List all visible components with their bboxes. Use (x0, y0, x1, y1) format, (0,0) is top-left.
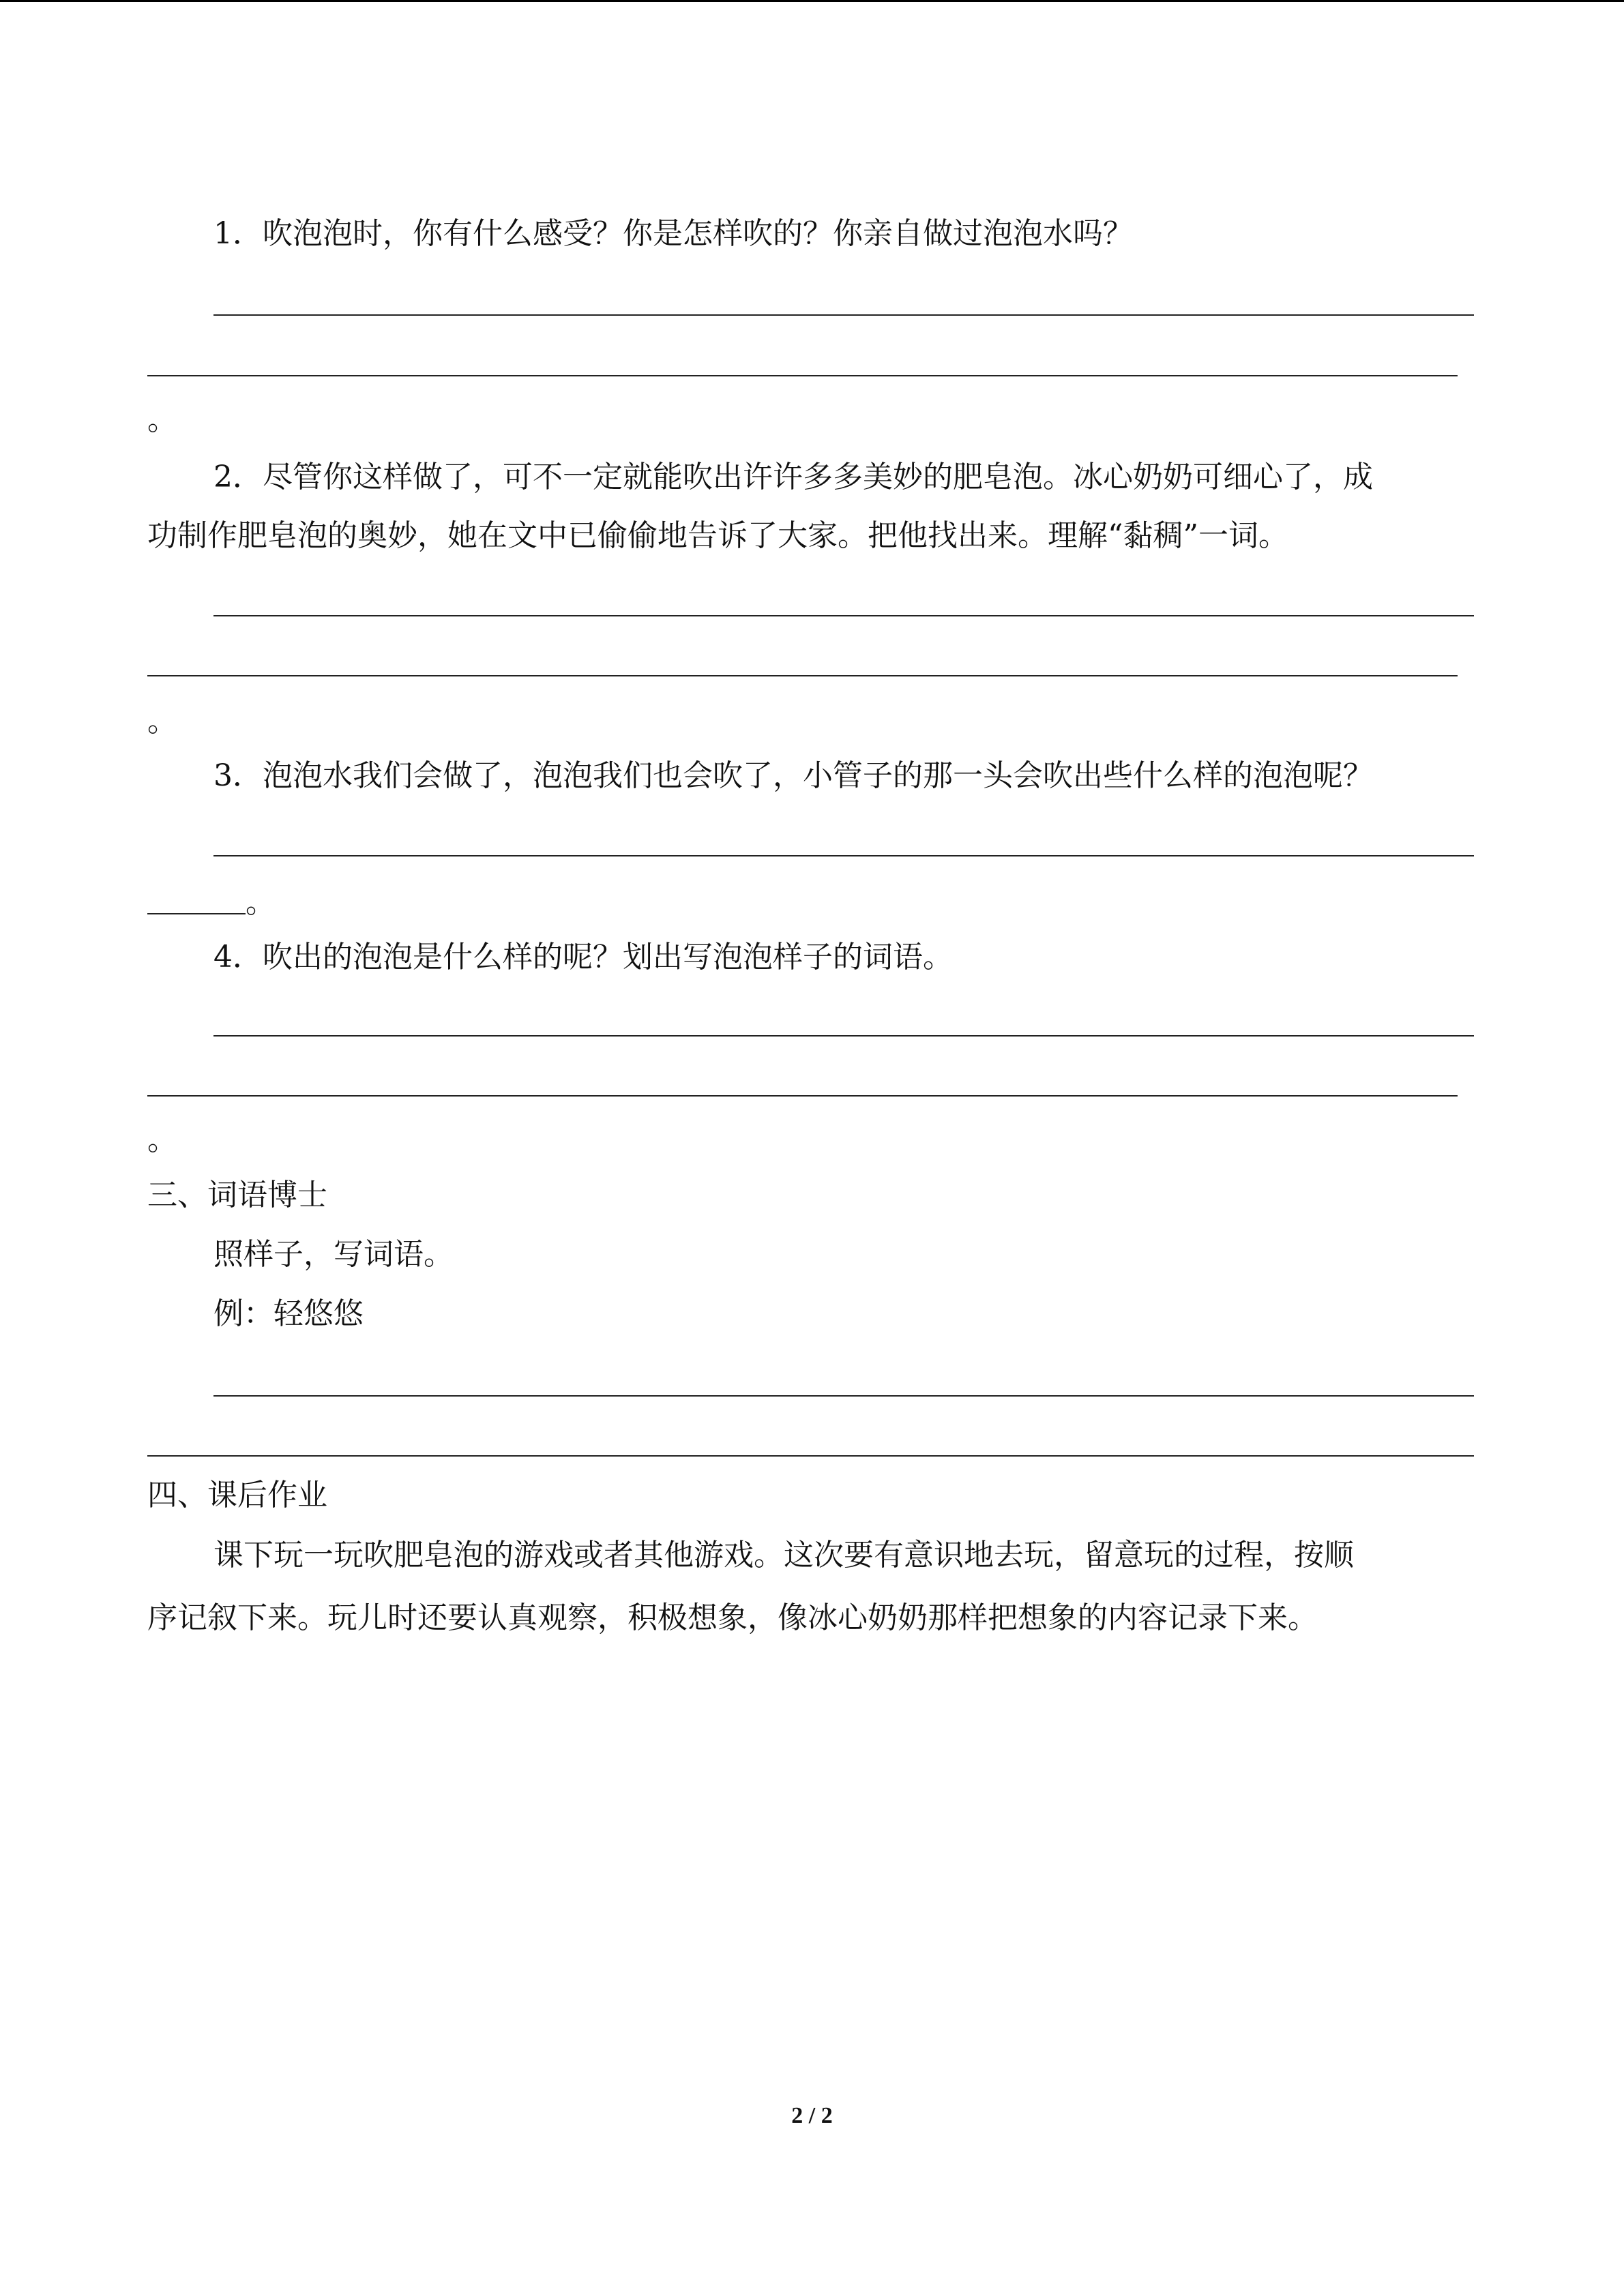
end-mark-4: 。 (147, 1122, 177, 1157)
answer-line-1a[interactable] (213, 314, 1474, 316)
answer-line-3b[interactable] (147, 913, 246, 914)
answer-line-3a[interactable] (213, 855, 1474, 856)
answer-line-2a[interactable] (213, 615, 1474, 616)
answer-line-5a[interactable] (213, 1395, 1474, 1397)
end-mark-1: 。 (147, 402, 177, 437)
answer-line-4a[interactable] (213, 1035, 1474, 1037)
section-3-example: 例：轻悠悠 (213, 1296, 364, 1331)
section-3-heading: 三、词语博士 (147, 1178, 327, 1212)
page-top-border (0, 0, 1624, 2)
answer-line-5b[interactable] (147, 1455, 1474, 1457)
section-4-heading: 四、课后作业 (147, 1478, 327, 1512)
question-1: 1．吹泡泡时，你有什么感受？你是怎样吹的？你亲自做过泡泡水吗？ (213, 216, 1133, 251)
question-3: 3．泡泡水我们会做了，泡泡我们也会吹了，小管子的那一头会吹出些什么样的泡泡呢？ (213, 758, 1373, 793)
end-mark-2: 。 (147, 704, 177, 739)
answer-line-1b[interactable] (147, 375, 1458, 376)
question-2-line-2: 功制作肥皂泡的奥妙，她在文中已偷偷地告诉了大家。把他找出来。理解“黏稠”一词。 (147, 518, 1288, 553)
answer-line-4b[interactable] (147, 1095, 1458, 1097)
end-mark-3: 。 (246, 885, 276, 920)
page-number: 2 / 2 (791, 2103, 833, 2128)
question-2-line-1: 2．尽管你这样做了，可不一定就能吹出许许多多美妙的肥皂泡。冰心奶奶可细心了，成 (213, 460, 1373, 494)
answer-line-2b[interactable] (147, 675, 1458, 676)
section-3-instruction: 照样子，写词语。 (213, 1237, 454, 1272)
question-4: 4．吹出的泡泡是什么样的呢？划出写泡泡样子的词语。 (213, 940, 953, 974)
section-4-line-2: 序记叙下来。玩儿时还要认真观察，积极想象，像冰心奶奶那样把想象的内容记录下来。 (147, 1600, 1318, 1635)
section-4-line-1: 课下玩一玩吹肥皂泡的游戏或者其他游戏。这次要有意识地去玩，留意玩的过程，按顺 (213, 1538, 1354, 1572)
